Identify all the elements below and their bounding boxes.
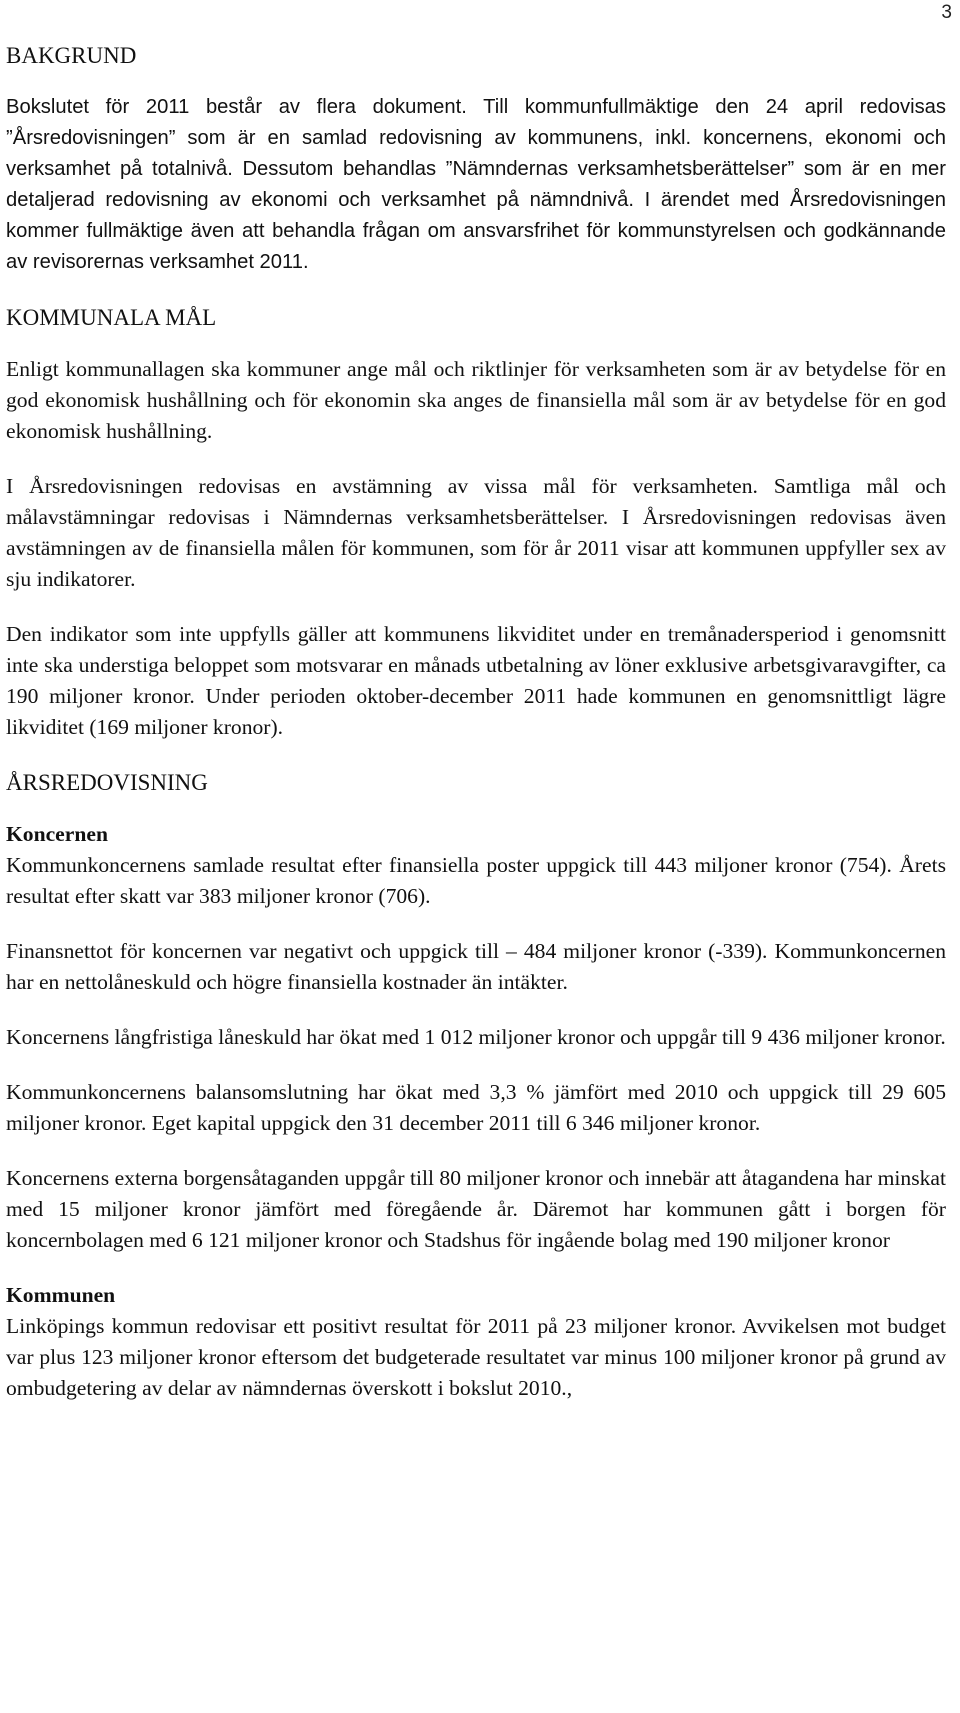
heading-kommunala-mal: KOMMUNALA MÅL <box>6 305 217 330</box>
paragraph-koncernen-5: Koncernens externa borgensåtaganden uppgår till 80 miljoner kronor och innebär att åtagandena har minskat med 15 miljoner kronor jämfört med föregående år. Däremot har kommunen gått i borgen för koncernbolagen med 6 121 miljoner kronor och Stadshus för ingående bolag med 190 miljoner kronor <box>6 1166 946 1252</box>
page-number: 3 <box>941 2 952 23</box>
paragraph-kommunen-1: Linköpings kommun redovisar ett positivt resultat för 2011 på 23 miljoner kronor. Avvikelsen mot budget var plus 123 miljoner kronor eftersom det budgeterade resultatet var minus 100 miljoner kronor på grund av ombudgetering av delar av nämndernas överskott i bokslut 2010., <box>6 1314 946 1400</box>
paragraph-mal-1: Enligt kommunallagen ska kommuner ange mål och riktlinjer för verksamheten som är av betydelse för en god ekonomisk hushållning och för ekonomin ska anges de finansiella mål som är av betydelse för en god ekonomisk hushållning. <box>6 357 946 443</box>
subheading-koncernen: Koncernen <box>6 822 108 846</box>
paragraph-mal-2: I Årsredovisningen redovisas en avstämning av vissa mål för verksamheten. Samtliga mål och målavstämningar redovisas i Nämndernas verksamhetsberättelser. I Årsredovisningen redovisas även avstämningen av de finansiella målen för kommunen, som för år 2011 visar att kommunen uppfyller sex av sju indikatorer. <box>6 474 946 591</box>
heading-bakgrund: BAKGRUND <box>6 43 137 68</box>
heading-arsredovisning: ÅRSREDOVISNING <box>6 770 208 795</box>
paragraph-koncernen-1: Kommunkoncernens samlade resultat efter finansiella poster uppgick till 443 miljoner kronor (754). Årets resultat efter skatt var 383 miljoner kronor (706). <box>6 853 946 908</box>
paragraph-mal-3: Den indikator som inte uppfylls gäller att kommunens likviditet under en tremånadersperiod i genomsnitt inte ska understiga beloppet som motsvarar en månads utbetalning av löner exklusive arbetsgivaravgifter, ca 190 miljoner kronor. Under perioden oktober-december 2011 hade kommunen en genomsnittligt lägre likviditet (169 miljoner kronor). <box>6 622 946 739</box>
paragraph-koncernen-4: Kommunkoncernens balansomslutning har ökat med 3,3 % jämfört med 2010 och uppgick till 29 605 miljoner kronor. Eget kapital uppgick den 31 december 2011 till 6 346 miljoner kronor. <box>6 1080 946 1135</box>
paragraph-koncernen-3: Koncernens långfristiga låneskuld har ökat med 1 012 miljoner kronor och uppgår till 9 436 miljoner kronor. <box>6 1025 946 1049</box>
paragraph-bakgrund: Bokslutet för 2011 består av flera dokument. Till kommunfullmäktige den 24 april redovisas ”Årsredovisningen” som är en samlad redovisning av kommunens, inkl. koncernens, ekonomi och verksamhet på totalnivå. Dessutom behandlas ”Nämndernas verksamhetsberättelser” som är en mer detaljerad redovisning av ekonomi och verksamhet på nämndnivå. I ärendet med Årsredovisningen kommer fullmäktige även att behandla frågan om ansvarsfrihet för kommunstyrelsen och godkännande av revisorernas verksamhet 2011. <box>6 96 946 273</box>
paragraph-koncernen-2: Finansnettot för koncernen var negativt och uppgick till – 484 miljoner kronor (-339). Kommunkoncernen har en nettolåneskuld och högre finansiella kostnader än intäkter. <box>6 939 946 994</box>
document-body <box>6 40 946 1428</box>
subheading-kommunen: Kommunen <box>6 1283 116 1307</box>
